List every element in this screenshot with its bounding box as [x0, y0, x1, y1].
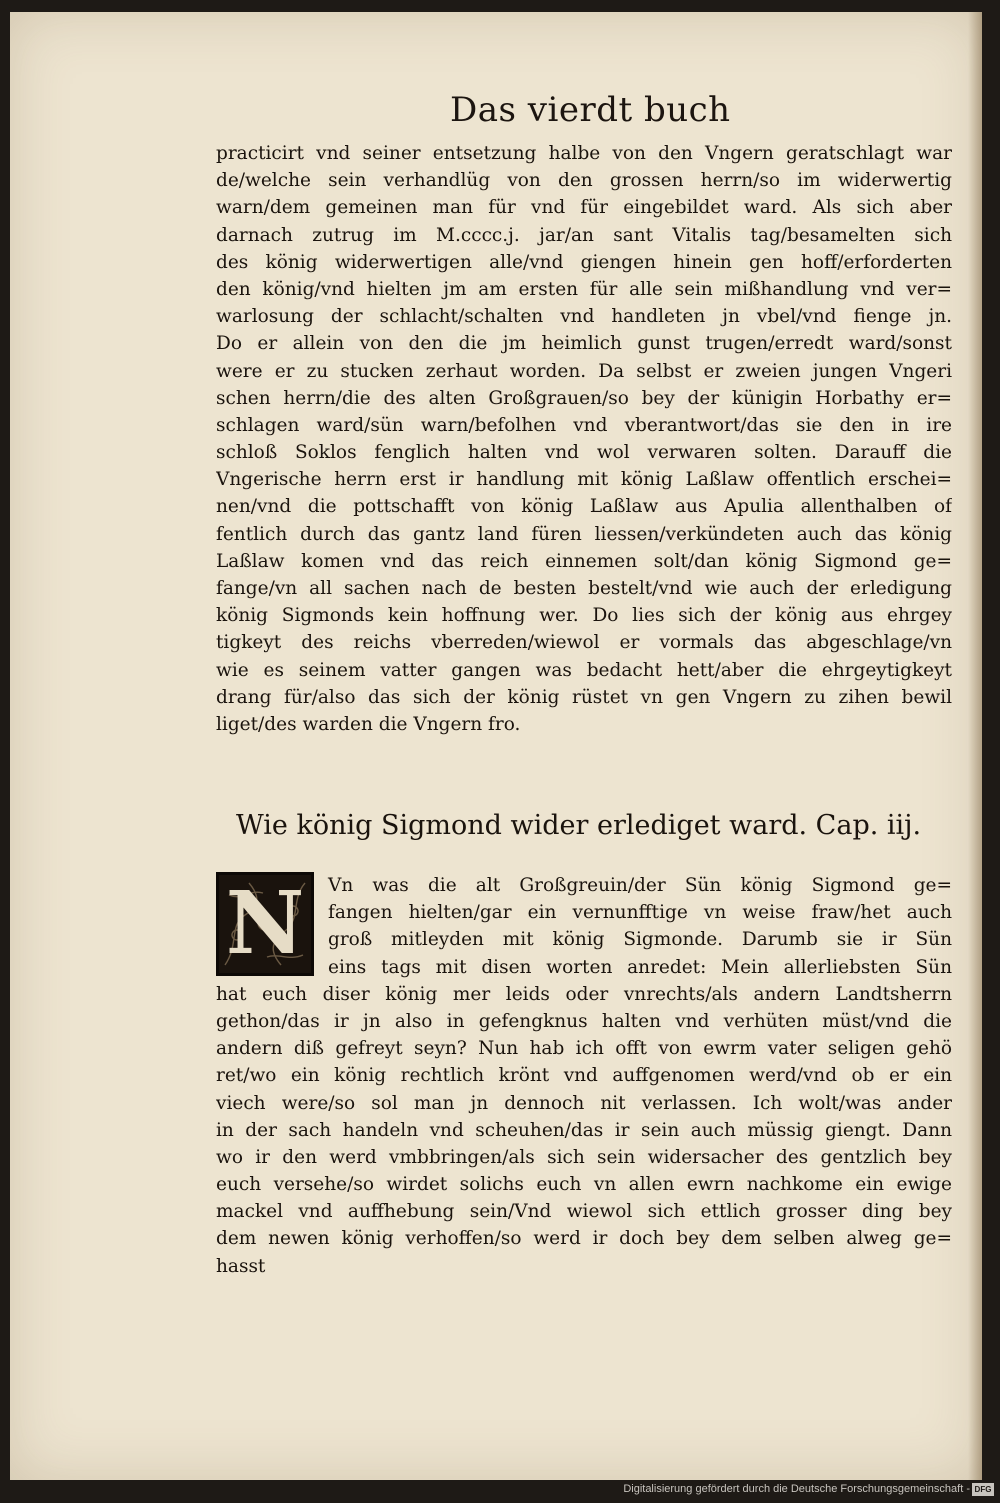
text-line: nen/vnd die pottschafft von könig Laßlaw aus Apulia allenthalben of: [216, 496, 952, 518]
text-line: den könig/vnd hielten jm am ersten für alle sein mißhandlung vnd ver=: [216, 278, 952, 300]
text-line: hat euch diser könig mer leids oder vnrechts/als andern Landtsherrn: [216, 983, 952, 1005]
text-line: eins tags mit disen worten anredet: Mein allerliebsten Sün: [328, 956, 952, 978]
text-line: dem newen könig verhoffen/so werd ir doch bey dem selben alweg ge=: [216, 1228, 952, 1250]
text-line: Do er allein von den die jm heimlich gunst trugen/erredt ward/sonst: [216, 333, 952, 355]
text-line: Vn was die alt Großgreuin/der Sün könig Sigmond ge=: [328, 875, 952, 896]
text-line: warlosung der schlacht/schalten vnd handleten jn vbel/vnd fienge jn.: [216, 306, 952, 328]
running-head: Das vierdt buch: [450, 90, 731, 130]
initial-letter: N: [225, 873, 305, 974]
text-line: Laßlaw komen vnd das reich einnemen solt/dan könig Sigmond ge=: [216, 550, 952, 572]
text-line: fentlich durch das gantz land füren liessen/verkündeten auch das könig: [216, 523, 952, 545]
text-line: tigkeyt des reichs vberreden/wiewol er vormals das abgeschlage/vn: [216, 632, 952, 654]
text-line: viech were/so sol man jn dennoch nit verlassen. Ich wolt/was ander: [216, 1092, 952, 1114]
text-line: in der sach handeln vnd scheuhen/das ir sein auch müssig giengt. Dann: [216, 1119, 952, 1141]
text-line: fangen hielten/gar ein vernunfftige vn weise fraw/het auch: [328, 902, 952, 924]
text-line: were er zu stucken zerhaut worden. Da selbst er zweien jungen Vngeri: [216, 360, 952, 382]
text-line: euch versehe/so wirdet solichs euch vn allen ewrn nachkome ein ewige: [216, 1174, 952, 1196]
chapter-heading: Wie könig Sigmond wider erlediget ward. Cap. iij.: [236, 810, 922, 841]
text-line: groß mitleyden mit könig Sigmonde. Darumb sie ir Sün: [328, 929, 952, 951]
text-section-2: [216, 872, 952, 1280]
text-line: schlagen ward/sün warn/befolhen vnd vberantwort/das sie den in ire: [216, 414, 952, 436]
text-line: schen herrn/die des alten Großgrauen/so bey der künigin Horbathy er=: [216, 387, 952, 409]
text-line: de/welche sein verhandlüg von den grossen herrn/so im widerwertig: [216, 170, 952, 192]
footer-credit: Digitalisierung gefördert durch die Deutsche Forschungsgemeinschaft -: [623, 1483, 970, 1495]
text-line: mackel vnd auffhebung sein/Vnd wiewol sich ettlich grosser ding bey: [216, 1201, 952, 1223]
dfg-logo: DFG: [972, 1483, 994, 1496]
page-edge-shadow: [968, 12, 982, 1480]
text-line: liget/des warden die Vngern fro.: [216, 713, 521, 735]
text-line: Vngerische herrn erst ir handlung mit könig Laßlaw offentlich erschei=: [216, 469, 952, 491]
text-line: des könig widerwertigen alle/vnd giengen hinein gen hoff/erforderten: [216, 251, 952, 273]
text-line: andern diß gefreyt seyn? Nun hab ich offt von ewrm vater seligen gehö: [216, 1038, 952, 1060]
footer-bar: [0, 1480, 1000, 1503]
text-line: drang für/also das sich der könig rüstet vn gen Vngern zu zihen bewil: [216, 686, 952, 708]
text-line: wo ir den werd vmbbringen/als sich sein widersacher des gentzlich bey: [216, 1146, 952, 1168]
text-line: gethon/das ir jn also in gefengknus halten vnd verhüten müst/vnd die: [216, 1010, 952, 1032]
text-line: ret/wo ein könig rechtlich krönt vnd auffgenomen werd/vnd ob er ein: [216, 1065, 952, 1087]
text-line: könig Sigmonds kein hoffnung wer. Do lies sich der könig aus ehrgey: [216, 605, 952, 627]
text-line: hasst: [216, 1255, 266, 1277]
text-line: schloß Soklos fenglich halten vnd wol verwaren solten. Darauff die: [216, 442, 952, 464]
text-line: warn/dem gemeinen man für vnd für eingebildet ward. Als sich aber: [216, 197, 952, 219]
text-line: darnach zutrug im M.cccc.j. jar/an sant Vitalis tag/besamelten sich: [216, 224, 952, 246]
text-line: practicirt vnd seiner entsetzung halbe von den Vngern geratschlagt war: [216, 143, 952, 164]
text-line: fange/vn all sachen nach de besten bestelt/vnd wie auch der erledigung: [216, 578, 952, 599]
book-page: [10, 12, 982, 1480]
text-section-1: [216, 140, 952, 738]
text-line: wie es seinem vatter gangen was bedacht hett/aber die ehrgeytigkeyt: [216, 659, 952, 681]
